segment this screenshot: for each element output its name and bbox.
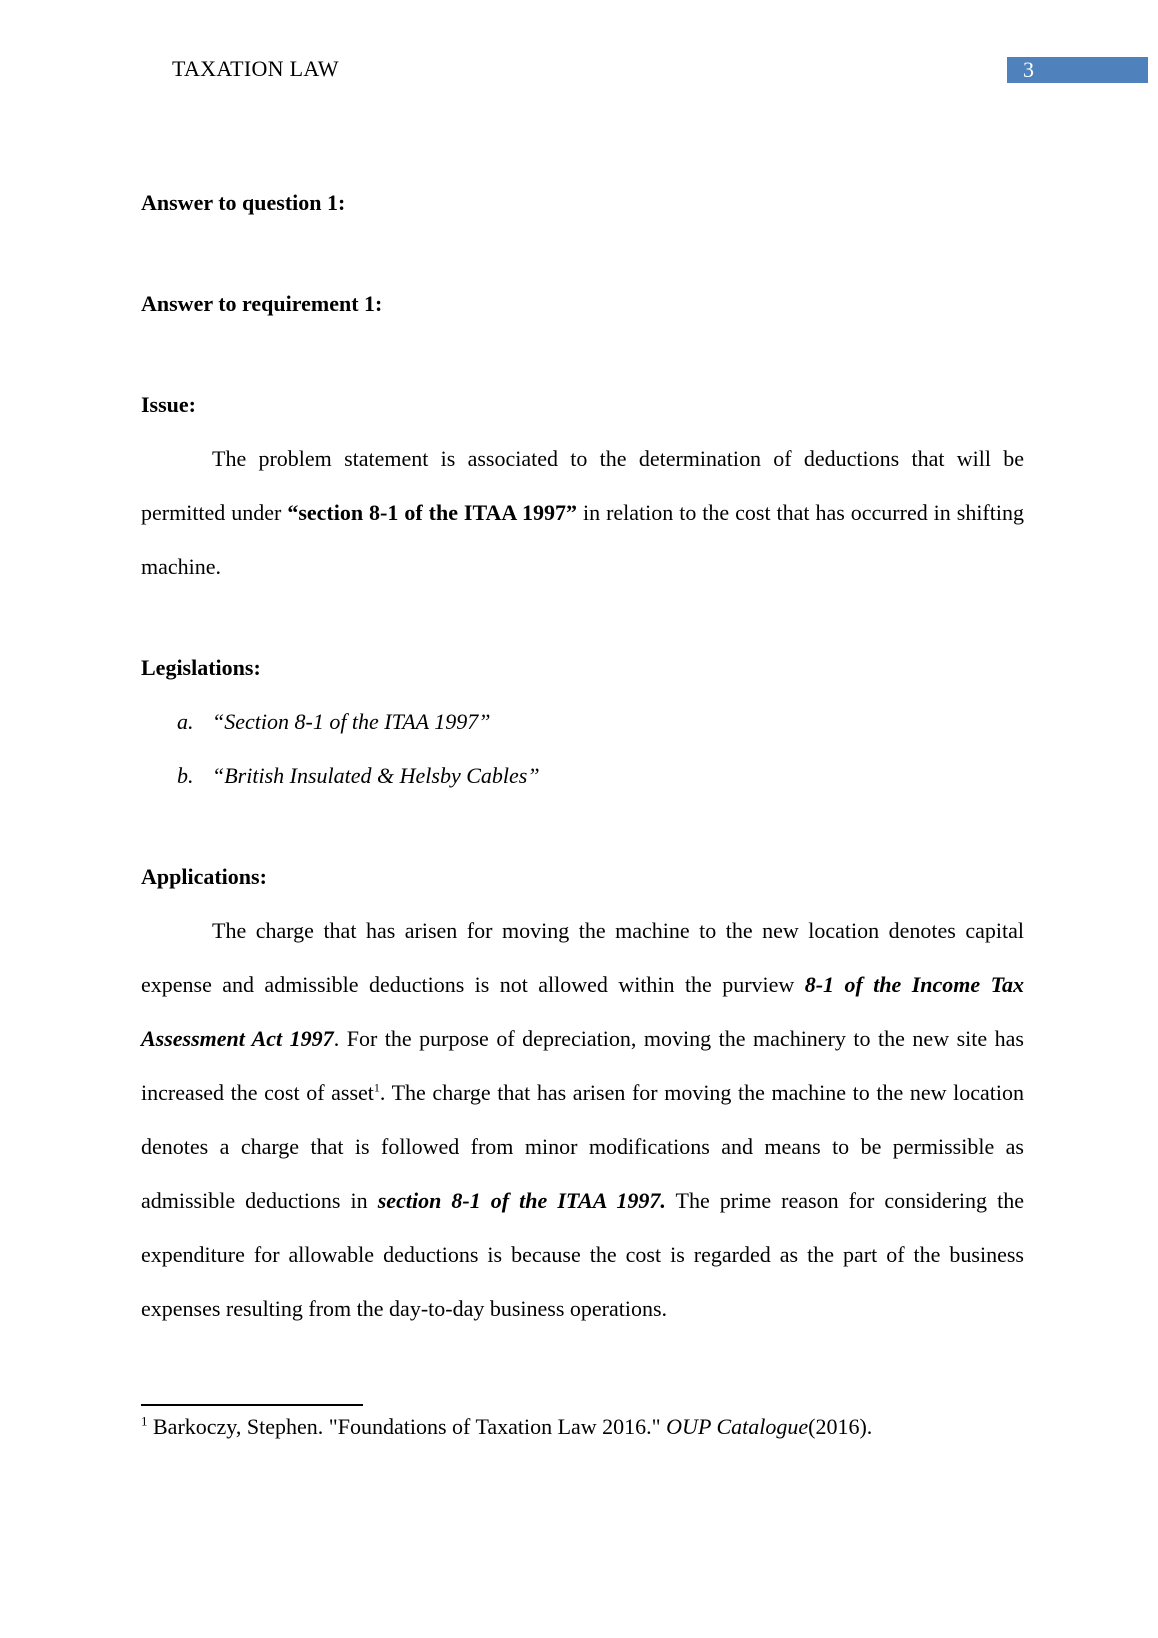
legislation-item-marker: b. xyxy=(177,763,194,788)
applications-text-1: The charge that has arisen for moving the machine to the new location denotes capital expense and admissible deductions is not allowed within the purview xyxy=(141,918,1024,997)
legislation-item-text: “Section 8-1 of the ITAA 1997” xyxy=(212,709,491,734)
applications-text-2: . For the purpose of depreciation, moving the machinery to the new site has increased the cost of asset xyxy=(141,1026,1024,1105)
issue-bold-citation: “section 8-1 of the ITAA 1997” xyxy=(287,500,578,525)
page-number: 3 xyxy=(1007,57,1148,83)
issue-text-2: in relation to the cost that has occurred in shifting machine. xyxy=(141,500,1024,579)
applications-paragraph xyxy=(141,904,1024,1336)
applications-bold-italic-1: 8-1 of the Income Tax Assessment Act 1997 xyxy=(141,972,1024,1051)
footnote xyxy=(141,1413,1024,1441)
issue-paragraph xyxy=(141,432,1024,594)
heading-applications: Applications: xyxy=(141,864,267,889)
footnote-number: 1 xyxy=(141,1413,148,1429)
footnote-separator xyxy=(141,1404,363,1406)
heading-legislations: Legislations: xyxy=(141,655,261,680)
issue-text-1: The problem statement is associated to the determination of deductions that will be permitted under xyxy=(141,446,1024,525)
legislation-item-marker: a. xyxy=(177,709,194,734)
legislation-item xyxy=(141,695,1024,749)
heading-requirement: Answer to requirement 1: xyxy=(141,291,383,316)
footnote-text-2: (2016). xyxy=(808,1414,873,1439)
footnote-italic-source: OUP Catalogue xyxy=(666,1414,809,1439)
applications-text-3: . The charge that has arisen for moving the machine to the new location denotes a charge that is followed from minor modifications and means to be permissible as admissible deductions in xyxy=(141,1080,1024,1213)
footnote-text-1: Barkoczy, Stephen. "Foundations of Taxation Law 2016." xyxy=(147,1414,667,1439)
legislation-item-text: “British Insulated & Helsby Cables” xyxy=(212,763,540,788)
legislation-item xyxy=(141,749,1024,803)
footnote-reference[interactable]: 1 xyxy=(373,1080,380,1095)
legislations-list xyxy=(141,695,1024,803)
applications-text-4: The prime reason for considering the expenditure for allowable deductions is because the cost is regarded as the part of the business expenses resulting from the day-to-day business operations. xyxy=(141,1188,1024,1321)
heading-issue: Issue: xyxy=(141,392,197,417)
applications-bold-italic-2: section 8-1 of the ITAA 1997. xyxy=(377,1188,666,1213)
main-content xyxy=(141,176,1024,1336)
running-header-title: TAXATION LAW xyxy=(172,56,339,81)
heading-question: Answer to question 1: xyxy=(141,190,346,215)
